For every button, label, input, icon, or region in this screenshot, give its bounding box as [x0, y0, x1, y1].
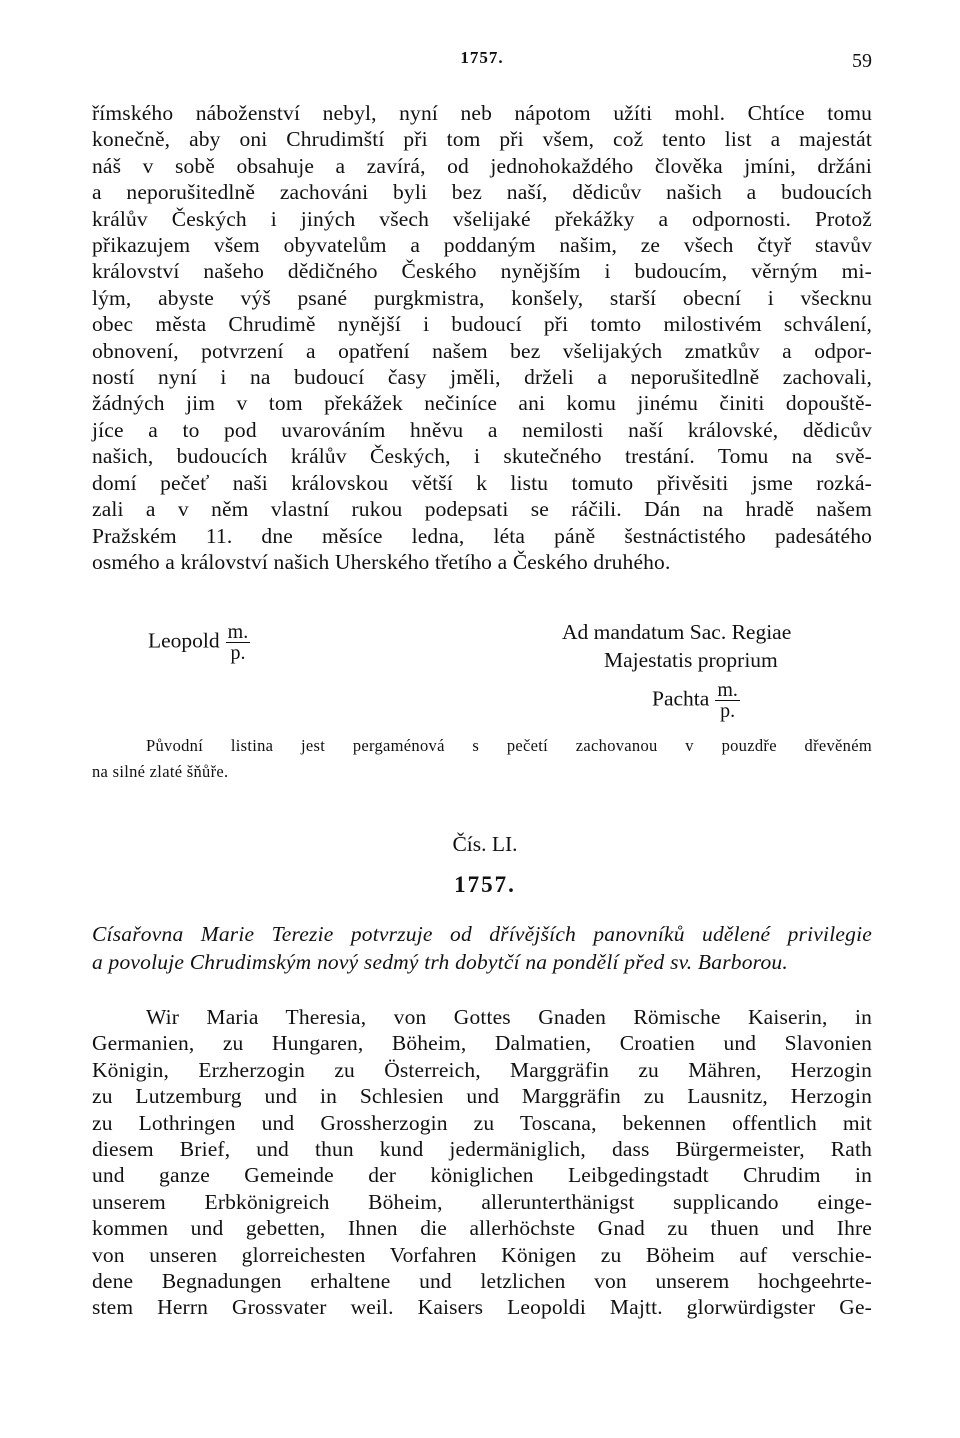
- document-summary: [92, 920, 872, 976]
- text-line: zali a v něm vlastní rukou podepsati se ráčili. Dán na hradě našem: [92, 497, 872, 522]
- page-header: [92, 48, 872, 78]
- text-line: obec města Chrudimě nynější i budoucí při tomto milostivém schválení,: [92, 312, 872, 337]
- text-line: osmého a království našich Uherského třetího a Českého druhého.: [92, 549, 671, 574]
- text-line: kommen und gebetten, Ihnen die allerhöchste Gnad zu thuen und Ihre: [92, 1216, 872, 1241]
- signature-mandate: [562, 618, 791, 674]
- text-line: lým, abyste výš psané purgkmistra, konšely, starší obecní i všecknu: [92, 285, 872, 310]
- summary-line-1: Císařovna Marie Terezie potvrzuje od dřívějších panovníků udělené privilegie: [92, 922, 872, 946]
- text-line: obnovení, potvrzení a opatření našem bez všelijakých zmatkův a odpor-: [92, 338, 872, 363]
- note-line-1: Původní listina jest pergaménová s pečetí zachovanou v pouzdře dřevěném: [146, 736, 872, 755]
- signature-leopold: [148, 622, 250, 663]
- running-head-year: 1757.: [460, 48, 504, 67]
- text-line: stem Herrn Grossvater weil. Kaisers Leopoldi Majtt. glorwürdigster Ge-: [92, 1295, 872, 1320]
- text-line: našich, budoucích králův Českých, i skutečného trestání. Tomu na svě-: [92, 444, 872, 469]
- paragraph-continued: [92, 100, 872, 575]
- note-line-2: na silné zlaté šňůře.: [92, 762, 229, 781]
- text-line: ností nyní i na budoucí časy jměli, drželi a neporušitedlně zachovali,: [92, 365, 872, 390]
- signature-name: Leopold: [148, 628, 220, 653]
- signature-fraction: [226, 622, 251, 663]
- fraction-numerator: m.: [717, 679, 738, 701]
- mandate-line-2: Majestatis proprium: [604, 648, 778, 672]
- text-line: Königin, Erzherzogin zu Österreich, Marggräfin zu Mähren, Herzogin: [92, 1057, 872, 1082]
- text-line: und ganze Gemeinde der königlichen Leibgedingstadt Chrudim in: [92, 1163, 872, 1188]
- archival-note: [92, 733, 872, 785]
- text-line: diesem Brief, und thun kund jedermäniglich, dass Bürgermeister, Rath: [92, 1137, 872, 1162]
- text-line: konečně, aby oni Chrudimští při tom při všem, což tento list a majestát: [92, 127, 872, 152]
- signature-pachta: [652, 680, 740, 721]
- text-line: království našeho dědičného Českého nynějším i budoucím, věrným mi-: [92, 259, 872, 284]
- text-line: Germanien, zu Hungaren, Böheim, Dalmatien, Croatien und Slavonien: [92, 1031, 872, 1056]
- summary-line-2: a povoluje Chrudimským nový sedmý trh dobytčí na pondělí před sv. Barborou.: [92, 950, 788, 974]
- signature-name: Pachta: [652, 686, 710, 711]
- text-line: žádných jim v tom překážek nečiníce ani komu jinému činiti dopouště-: [92, 391, 872, 416]
- text-line: domí pečeť naši královskou větší k listu tomuto přivěsiti jsme rozká-: [92, 470, 872, 495]
- fraction-denominator: p.: [720, 700, 736, 722]
- document-number: Čís. LI.: [452, 832, 518, 856]
- text-line: von unseren glorreichesten Vorfahren Königen zu Böheim auf verschie-: [92, 1242, 872, 1267]
- text-line: přikazujem všem obyvatelům a poddaným našim, ze všech čtyř stavův: [92, 233, 872, 258]
- fraction-numerator: m.: [227, 621, 249, 643]
- page-number: 59: [852, 50, 872, 72]
- text-line: králův Českých i jiných všech všelijaké překážky a odpornosti. Protož: [92, 206, 872, 231]
- fraction-denominator: p.: [230, 642, 246, 664]
- mandate-line-1: Ad mandatum Sac. Regiae: [562, 620, 792, 644]
- text-line: římského náboženství nebyl, nyní neb nápotom užíti mohl. Chtíce tomu: [92, 101, 872, 125]
- text-line: zu Lothringen und Grossherzogin zu Toscana, bekennen offentlich mit: [92, 1110, 872, 1135]
- text-line: Wir Maria Theresia, von Gottes Gnaden Römische Kaiserin, in: [146, 1005, 872, 1029]
- text-line: náš v sobě obsahuje a zavírá, od jednohokaždého člověka jmíni, držáni: [92, 153, 872, 178]
- text-line: jíce a to pod uvarováním hněvu a nemilosti naší královské, dědicův: [92, 417, 872, 442]
- document-year: 1757.: [454, 872, 516, 897]
- paragraph-german: [92, 1004, 872, 1321]
- text-line: dene Begnadungen erhaltene und letzlichen von unserem hochgeehrte-: [92, 1269, 872, 1294]
- text-line: zu Lutzemburg und in Schlesien und Marggräfin zu Lausnitz, Herzogin: [92, 1084, 872, 1109]
- text-line: unserem Erbkönigreich Böheim, allerunterthänigst supplicando einge-: [92, 1189, 872, 1214]
- signature-fraction: [715, 680, 740, 721]
- text-line: Pražském 11. dne měsíce ledna, léta páně šestnáctistého padesátého: [92, 523, 872, 548]
- text-line: a neporušitedlně zachováni byli bez naší, dědicův našich a budoucích: [92, 180, 872, 205]
